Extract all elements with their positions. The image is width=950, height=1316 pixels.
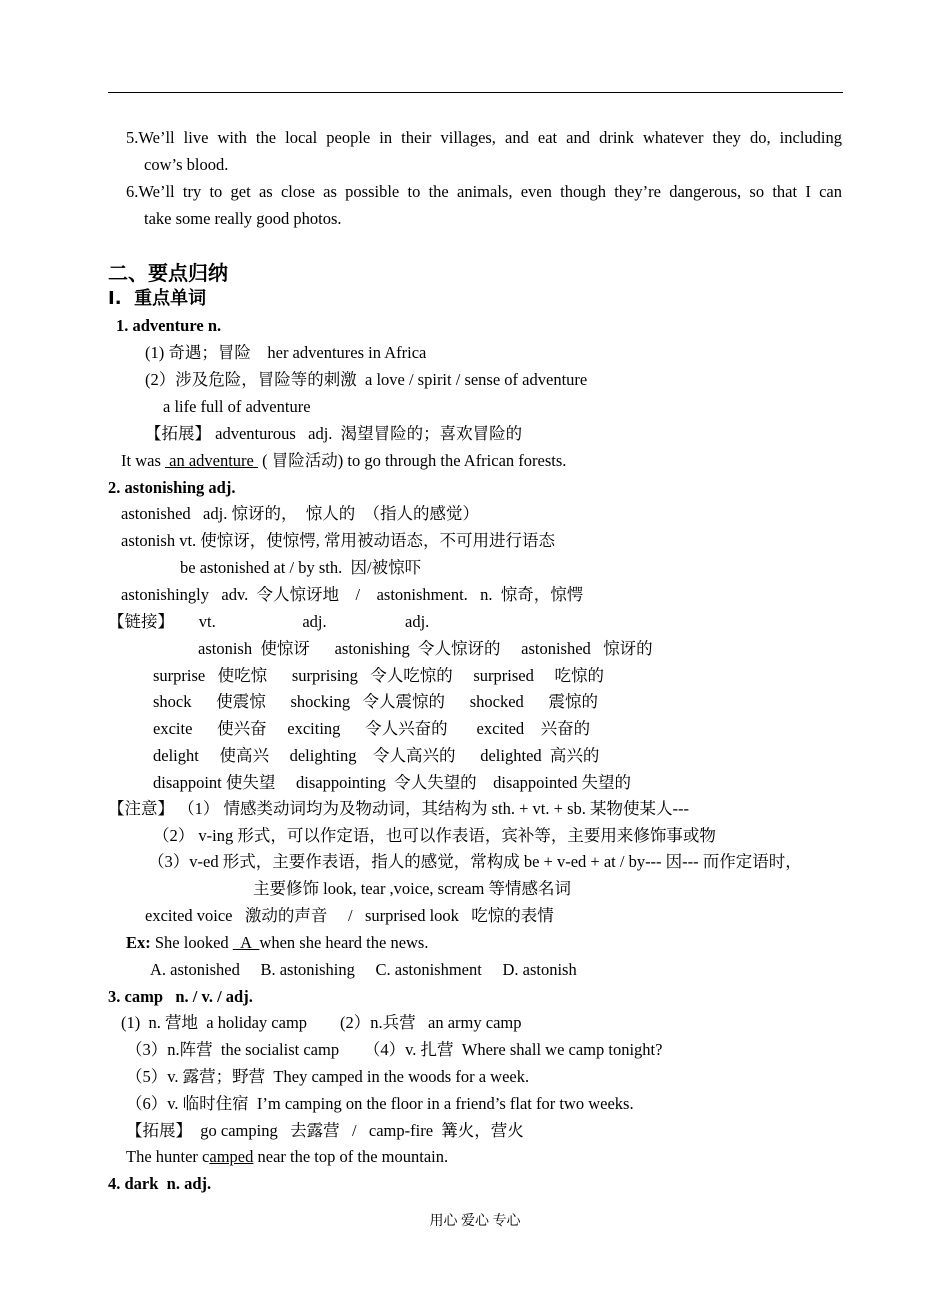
- link-row-surprise: surprise 使吃惊 surprising 令人吃惊的 surprised 吃惊的: [153, 666, 604, 685]
- word-heading-astonishing: 2. astonishing adj.: [108, 478, 236, 497]
- note-examples: excited voice 激动的声音 / surprised look 吃惊的表情: [145, 906, 554, 925]
- answer-blank: an adventure: [165, 451, 258, 470]
- camp-example: The hunter camped near the top of the mountain.: [126, 1147, 449, 1166]
- note-3: （3）v-ed 形式，主要作表语，指人的感觉，常构成 be + v-ed + at / by--- 因--- 而作定语时，: [148, 852, 802, 871]
- link-row-disappoint: disappoint 使失望 disappointing 令人失望的 disappointed 失望的: [153, 773, 632, 792]
- link-row-astonish: astonish 使惊讶 astonishing 令人惊讶的 astonished 惊讶的: [198, 639, 653, 658]
- adventure-meaning-2-example: a life full of adventure: [163, 397, 311, 416]
- camp-meanings-3-4: （3）n.阵营 the socialist camp （4）v. 扎营 Where shall we camp tonight?: [126, 1040, 663, 1059]
- answer-blank: A: [232, 933, 260, 952]
- camp-extension: 【拓展】 go camping 去露营 / camp-fire 篝火，营火: [126, 1121, 524, 1140]
- page-footer: 用心 爱心 专心: [429, 1214, 521, 1229]
- note-1: 【注意】 （1） 情感类动词均为及物动词，其结构为 sth. + vt. + sb. 某物使某人---: [108, 799, 689, 818]
- sentence-6-line-1: 6.We’ll try to get as close as possible to the animals, even though they’re dangerous, so that I can: [126, 182, 842, 201]
- link-row-shock: shock 使震惊 shocking 令人震惊的 shocked 震惊的: [153, 692, 599, 711]
- adventure-meaning-2: (2）涉及危险，冒险等的刺激 a love / spirit / sense of adventure: [145, 370, 588, 389]
- exercise-options: A. astonished B. astonishing C. astonishment D. astonish: [150, 960, 577, 979]
- camp-meaning-5: （5）v. 露营；野营 They camped in the woods for a week.: [126, 1067, 530, 1086]
- word-heading-dark: 4. dark n. adj.: [108, 1174, 212, 1193]
- section-title: 二、要点归纳: [108, 261, 228, 285]
- adventure-extension: 【拓展】 adventurous adj. 渴望冒险的；喜欢冒险的: [145, 424, 523, 443]
- subsection-title: I. 重点单词: [108, 288, 207, 309]
- adventure-meaning-1: (1) 奇遇；冒险 her adventures in Africa: [145, 343, 427, 362]
- link-row-delight: delight 使高兴 delighting 令人高兴的 delighted 高兴的: [153, 746, 600, 765]
- sentence-5-line-1: 5.We’ll live with the local people in their villages, and eat and drink whatever they do, including: [126, 128, 842, 147]
- adventure-example: It was an adventure ( 冒险活动) to go through the African forests.: [121, 451, 567, 470]
- header-rule: [108, 92, 843, 93]
- sentence-5-line-2: cow’s blood.: [144, 155, 229, 174]
- astonishingly-entry: astonishingly adv. 令人惊讶地 / astonishment. n. 惊奇，惊愕: [121, 585, 584, 604]
- exercise-question: Ex: She looked A when she heard the news.: [126, 933, 429, 952]
- note-3-continued: 主要修饰 look, tear ,voice, scream 等情感名词: [253, 879, 572, 898]
- astonished-entry: astonished adj. 惊讶的， 惊人的 （指人的感觉）: [121, 504, 479, 523]
- camp-meanings-1-2: (1) n. 营地 a holiday camp (2）n.兵营 an army camp: [121, 1013, 522, 1032]
- word-heading-camp: 3. camp n. / v. / adj.: [108, 987, 253, 1006]
- word-heading-adventure: 1. adventure n.: [116, 316, 222, 335]
- sentence-6-line-2: take some really good photos.: [144, 209, 342, 228]
- astonish-phrase: be astonished at / by sth. 因/被惊吓: [180, 558, 422, 577]
- answer-underline: amped: [209, 1147, 254, 1166]
- camp-meaning-6: （6）v. 临时住宿 I’m camping on the floor in a friend’s flat for two weeks.: [126, 1094, 634, 1113]
- note-2: （2） v-ing 形式，可以作定语，也可以作表语，宾补等，主要用来修饰事或物: [153, 826, 716, 845]
- link-row-excite: excite 使兴奋 exciting 令人兴奋的 excited 兴奋的: [153, 719, 591, 738]
- link-header: 【链接】 vt. adj. adj.: [108, 612, 430, 631]
- astonish-entry: astonish vt. 使惊讶，使惊愕, 常用被动语态，不可用进行语态: [121, 531, 556, 550]
